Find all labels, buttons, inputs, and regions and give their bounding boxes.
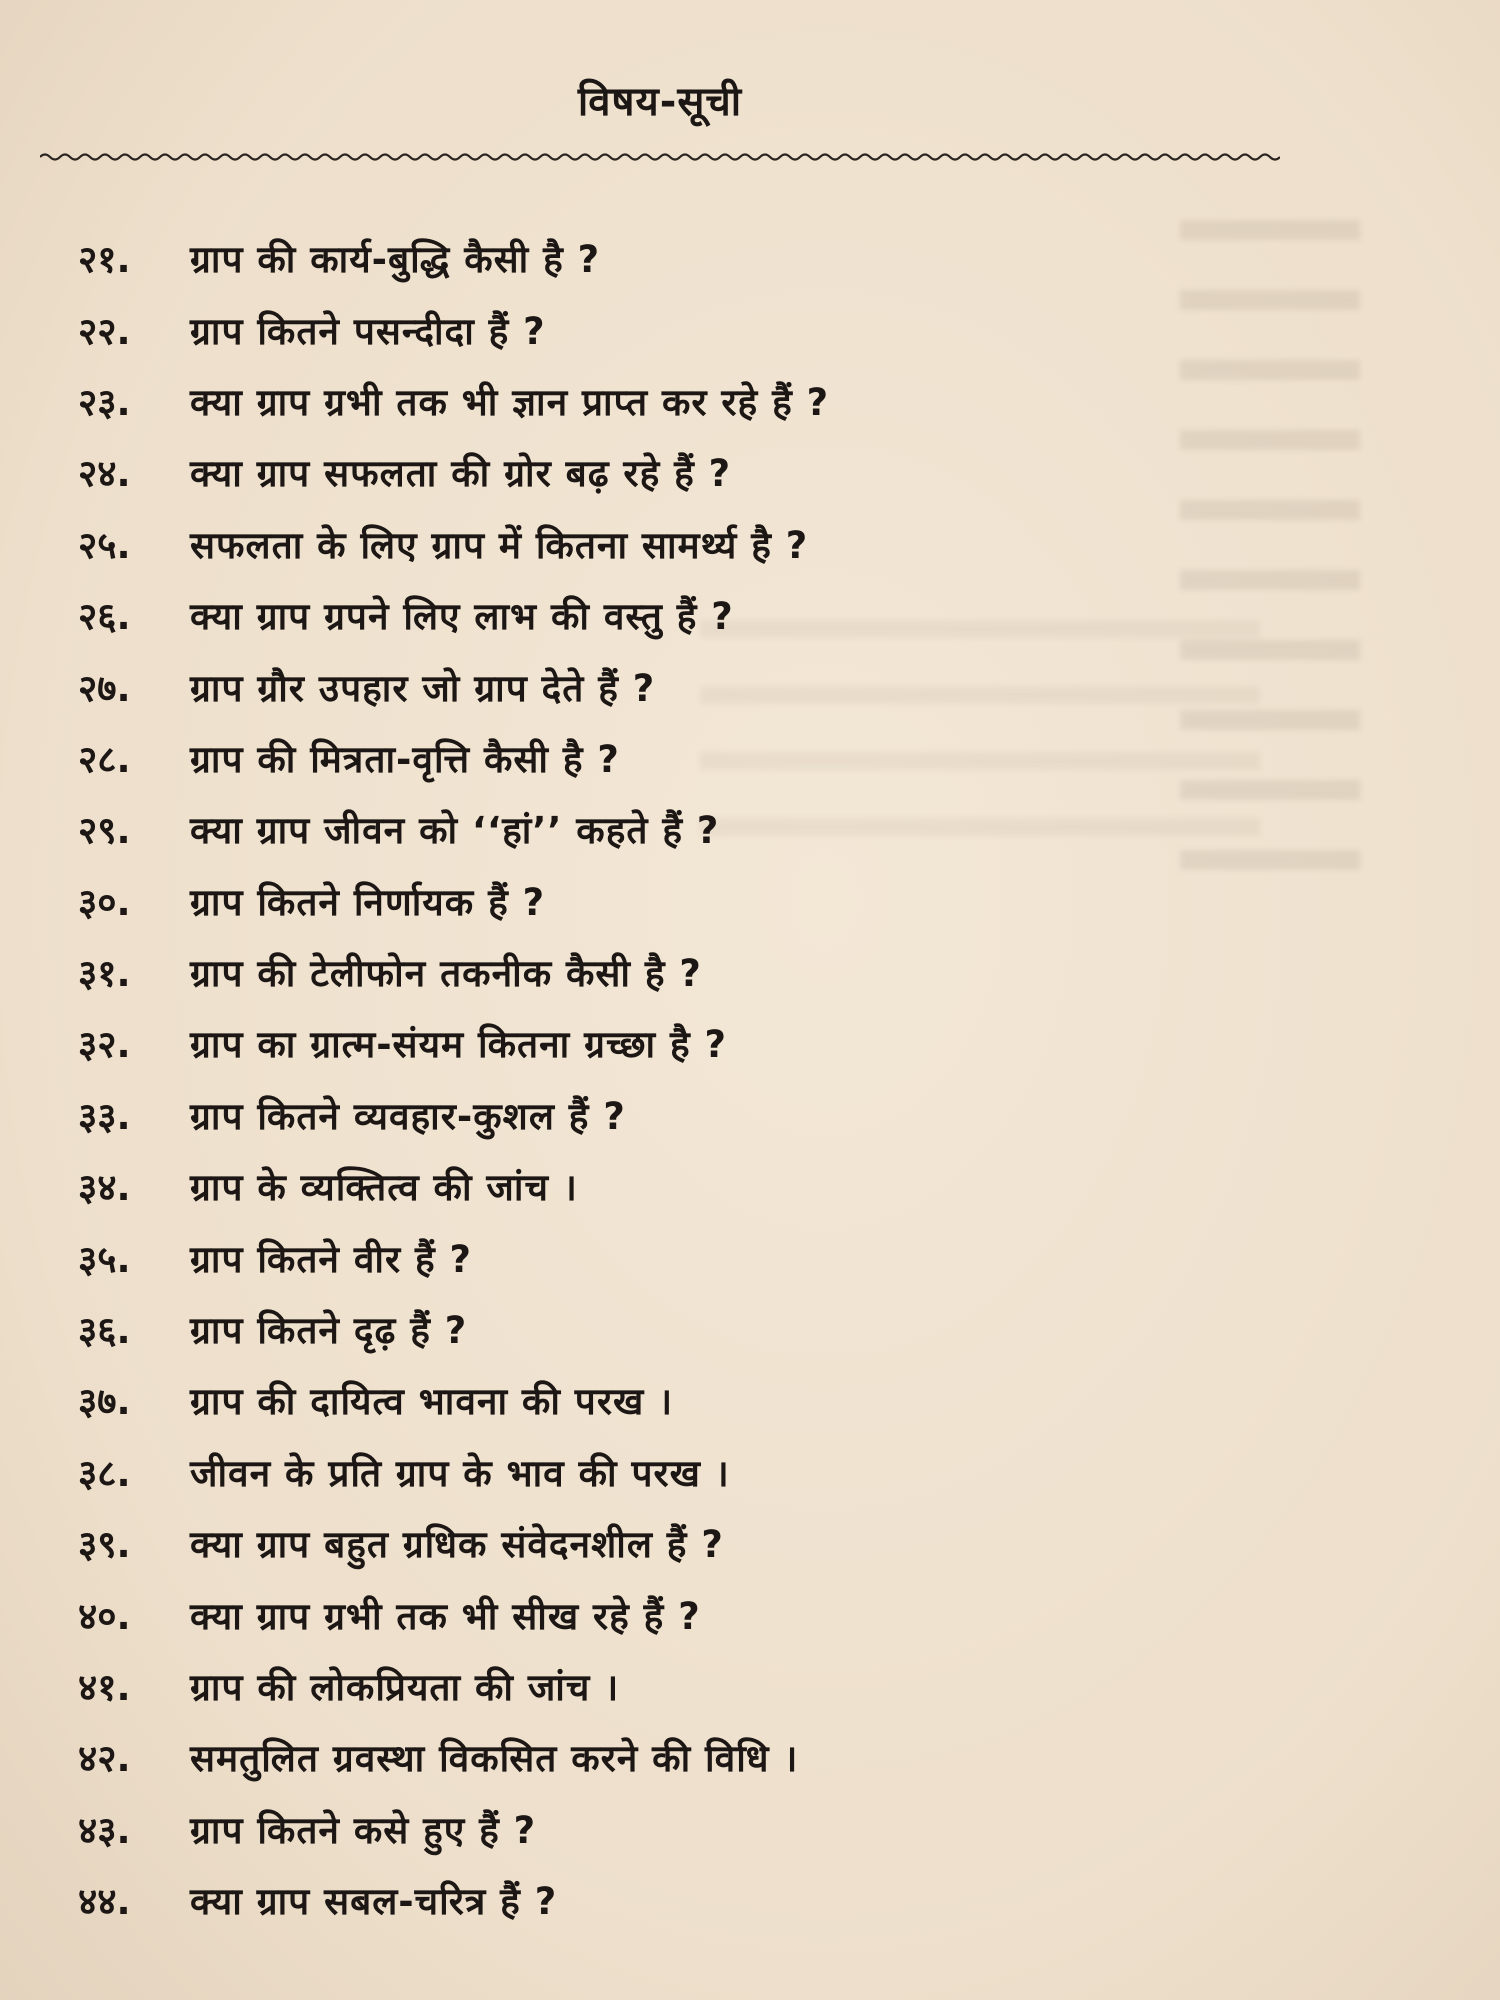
toc-entry-number: ४१. <box>78 1666 131 1709</box>
toc-entry-title: ग्राप की दायित्व भावना की परख । <box>190 1380 674 1424</box>
toc-entry-title: ग्राप की मित्रता-वृत्ति कैसी है ? <box>190 737 620 781</box>
toc-entry <box>78 865 1228 936</box>
toc-entry <box>78 1150 1228 1221</box>
toc-entry-number: २७. <box>78 666 131 710</box>
table-of-contents <box>78 222 1228 1935</box>
wavy-divider <box>40 150 1280 164</box>
toc-entry-title: क्या ग्राप ग्रभी तक भी ज्ञान प्राप्त कर रहे हैं ? <box>190 380 830 424</box>
toc-entry-title: ग्राप का ग्रात्म-संयम कितना ग्रच्छा है ? <box>190 1023 728 1067</box>
toc-entry <box>78 1007 1228 1078</box>
toc-entry <box>78 1793 1228 1864</box>
toc-entry <box>78 1079 1228 1150</box>
toc-entry <box>78 436 1228 507</box>
toc-entry <box>78 722 1228 793</box>
toc-entry-title: ग्राप की लोकप्रियता की जांच । <box>190 1666 620 1709</box>
toc-entry-number: ३९. <box>78 1523 131 1567</box>
toc-entry <box>78 793 1228 864</box>
toc-entry <box>78 1864 1228 1935</box>
toc-entry-number: ३३. <box>78 1094 131 1138</box>
toc-entry <box>78 293 1228 364</box>
toc-entry <box>78 1364 1228 1435</box>
toc-entry-number: २१. <box>78 238 131 282</box>
toc-entry <box>78 1221 1228 1292</box>
toc-entry <box>78 1507 1228 1578</box>
toc-entry-number: २२. <box>78 309 131 353</box>
toc-entry <box>78 1650 1228 1721</box>
toc-entry <box>78 1578 1228 1649</box>
toc-entry <box>78 222 1228 293</box>
toc-entry-number: २३. <box>78 380 131 424</box>
toc-entry <box>78 365 1228 436</box>
toc-entry-number: ३८. <box>78 1451 131 1495</box>
toc-entry <box>78 508 1228 579</box>
toc-entry-title: ग्राप कितने निर्णायक हैं ? <box>190 880 546 924</box>
toc-entry-title: क्या ग्राप ग्रभी तक भी सीख रहे हैं ? <box>190 1594 701 1638</box>
toc-entry-title: जीवन के प्रति ग्राप के भाव की परख । <box>190 1451 730 1495</box>
toc-entry-title: क्या ग्राप जीवन को ‘‘हां’’ कहते हैं ? <box>190 809 720 853</box>
toc-entry <box>78 579 1228 650</box>
toc-entry-title: ग्राप के व्यक्तित्व की जांच । <box>190 1166 578 1210</box>
toc-entry-title: ग्राप की टेलीफोन तकनीक कैसी है ? <box>190 952 702 996</box>
toc-entry-number: ४४. <box>78 1880 131 1924</box>
toc-entry-number: ३४. <box>78 1166 131 1210</box>
toc-entry-title: समतुलित ग्रवस्था विकसित करने की विधि । <box>190 1737 799 1781</box>
toc-entry-number: ४२. <box>78 1737 131 1781</box>
toc-entry-title: ग्राप ग्रौर उपहार जो ग्राप देते हैं ? <box>190 666 656 710</box>
toc-entry-title: ग्राप कितने दृढ़ हैं ? <box>190 1309 468 1353</box>
toc-entry-number: २९. <box>78 809 131 853</box>
page-heading: विषय-सूची <box>577 79 743 125</box>
toc-entry-number: ३०. <box>78 880 131 924</box>
toc-entry-title: ग्राप कितने व्यवहार-कुशल हैं ? <box>190 1094 626 1138</box>
toc-entry-number: २८. <box>78 737 131 781</box>
toc-entry-number: ३२. <box>78 1023 131 1067</box>
toc-entry-number: ३५. <box>78 1237 131 1281</box>
toc-entry <box>78 1293 1228 1364</box>
toc-entry-title: क्या ग्राप सबल-चरित्र हैं ? <box>190 1880 558 1924</box>
toc-entry-number: २५. <box>78 523 131 567</box>
toc-entry-number: ३६. <box>78 1309 131 1353</box>
toc-entry-title: ग्राप कितने वीर हैं ? <box>190 1237 473 1281</box>
toc-entry <box>78 650 1228 721</box>
toc-entry <box>78 936 1228 1007</box>
toc-entry <box>78 1721 1228 1792</box>
toc-entry-title: ग्राप कितने कसे हुए हैं ? <box>190 1808 537 1852</box>
toc-entry-number: ४०. <box>78 1594 131 1638</box>
toc-entry-title: सफलता के लिए ग्राप में कितना सामर्थ्य है ? <box>190 523 809 567</box>
toc-entry-number: ४३. <box>78 1808 131 1852</box>
toc-entry-title: ग्राप कितने पसन्दीदा हैं ? <box>190 309 546 353</box>
toc-entry-number: २४. <box>78 452 131 496</box>
toc-entry-number: २६. <box>78 595 131 639</box>
toc-entry <box>78 1436 1228 1507</box>
toc-entry-number: ३१. <box>78 952 131 996</box>
toc-entry-title: क्या ग्राप सफलता की ग्रोर बढ़ रहे हैं ? <box>190 452 732 496</box>
toc-entry-number: ३७. <box>78 1380 131 1424</box>
toc-entry-title: क्या ग्राप ग्रपने लिए लाभ की वस्तु हैं ? <box>190 595 734 639</box>
toc-entry-title: ग्राप की कार्य-बुद्धि कैसी है ? <box>190 238 601 282</box>
toc-entry-title: क्या ग्राप बहुत ग्रधिक संवेदनशील हैं ? <box>190 1523 724 1567</box>
